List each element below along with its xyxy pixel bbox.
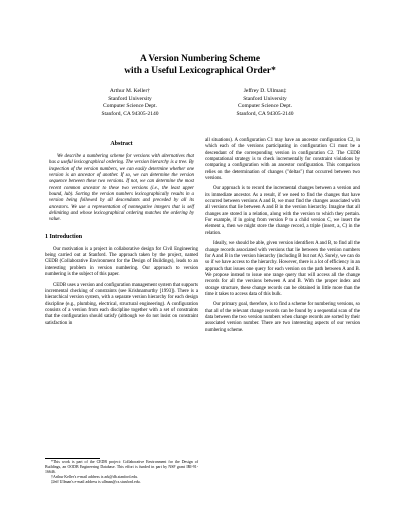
footnote-keller-email: †Arthur Keller's e-mail address is ark@db.stanford.edu. xyxy=(51,475,139,479)
author-ullman xyxy=(190,88,340,118)
abstract-text: We describe a numbering scheme for versions with alternatives that has a useful lexicographical ordering. The version hierarchy is a tree. By inspection of the version numbers, we can easily determine whether one version is an ancestor of another. If so, we can determine the version sequence between these two versions. If not, we can determine the most recent common ancestor to these two versions (i.e., the least upper bound, lub). Sorting the version numbers lexicographically results in a version being followed by all descendants and preceded by all its ancestors. We use a representation of nonnegative integers that is self delimiting and whose lexicographical ordering matches the ordering by value. xyxy=(49,154,194,223)
title-line-1: A Version Numbering Scheme xyxy=(139,54,261,64)
right-column xyxy=(205,138,360,338)
footnote-divider xyxy=(45,458,100,459)
author-address: Stanford, CA 94305-2140 xyxy=(236,110,294,117)
body-paragraph: all situations). A configuration C1 may have an ancestor configuration C2, in which each of the versions participating in configuration C1 must be a descendant of the corresponding version in configuration C2. The CEDB computational strategy is to check incrementally for constraint violations by comparing a configuration with an ancestor configuration. This comparison relies on the determination of changes ("deltas") that occurred between two versions. xyxy=(205,138,360,182)
body-paragraph: Our primary goal, therefore, is to find a scheme for numbering versions, so that all of the relevant change records can be found by a sequential scan of the data between the two version numbers when change records are sorted by their associated version number. There are two interesting aspects of our version numbering scheme. xyxy=(205,302,360,333)
title-line-2: with a Useful Lexicographical Order* xyxy=(124,66,276,76)
left-column xyxy=(45,138,198,331)
body-paragraph: Our approach is to record the incremental changes between a version and its immediate ancestor. As a result, if we need to find the changes that have occurred between versions A and B, we must find the changes associated with all versions that lie between A and B in the version hierarchy. Imagine that all changes are stored in a relation, along with the version to which they pertain. For example, if in going from version P to a child version C, we insert the element a, then we might store the change record, a triple (insert, a, C) in the relation. xyxy=(205,186,360,236)
section-heading-introduction: 1 Introduction xyxy=(45,233,83,240)
author-dept: Computer Science Dept. xyxy=(238,103,292,109)
author-affiliation: Stanford University xyxy=(243,95,287,102)
body-paragraph: Ideally, we should be able, given version identifiers A and B, to find all the change records associated with versions that lie between the version numbers for A and B in the version hierarchy (including B but not A). Surely, we can do so if we have access to the hierarchy. However, there is a lot of efficiency in an approach that issues one query for each version on the path between A and B. We propose instead to issue one range query that will access all the change records for all the versions between A and B. With the proper index and storage structure, these change records can be obtained in little more than the time it takes to access data of this bulk. xyxy=(205,241,360,297)
intro-paragraph: Our motivation is a project in collaborative design for Civil Engineering being carried out at Stanford. The approach taken by the project, named CEDB (Collaborative Environment for the Design of Buildings), leads to an interesting problem in version numbering. Our approach to version numbering is the subject of this paper. xyxy=(45,246,198,278)
author-keller xyxy=(55,88,205,118)
intro-paragraph: CEDB uses a version and configuration management system that supports incremental checking of constraints (see Krishnamurthy [1993]). There is a hierarchical version system, with a separate version hierarchy for each design discipline (e.g., plumbing, electrical, structural engineering). A configuration consists of a version from each discipline together with a set of constraints that the configuration should satisfy (although we do not insist on constraint satisfaction in xyxy=(45,282,198,326)
author-affiliation: Stanford University xyxy=(108,95,152,102)
footnote-ullman-email: ‡Jeff Ullman's e-mail address is ullman@cs.stanford.edu. xyxy=(51,480,141,484)
author-dept: Computer Science Dept. xyxy=(103,103,157,109)
author-name: Arthur M. Keller† xyxy=(109,88,151,94)
abstract-heading: Abstract xyxy=(110,141,133,147)
footnotes xyxy=(45,460,198,485)
author-address: Stanford, CA 94305-2140 xyxy=(101,110,159,117)
paper-title xyxy=(0,53,400,77)
footnote-funding: *This work is part of the CEDB project: Collaborative Environment for the Design of Buildings, an OODB Engineering Database. This effort is funded in part by NSF grant IRI-91-16646. xyxy=(45,460,198,474)
author-name: Jeffrey D. Ullman‡ xyxy=(243,88,287,94)
